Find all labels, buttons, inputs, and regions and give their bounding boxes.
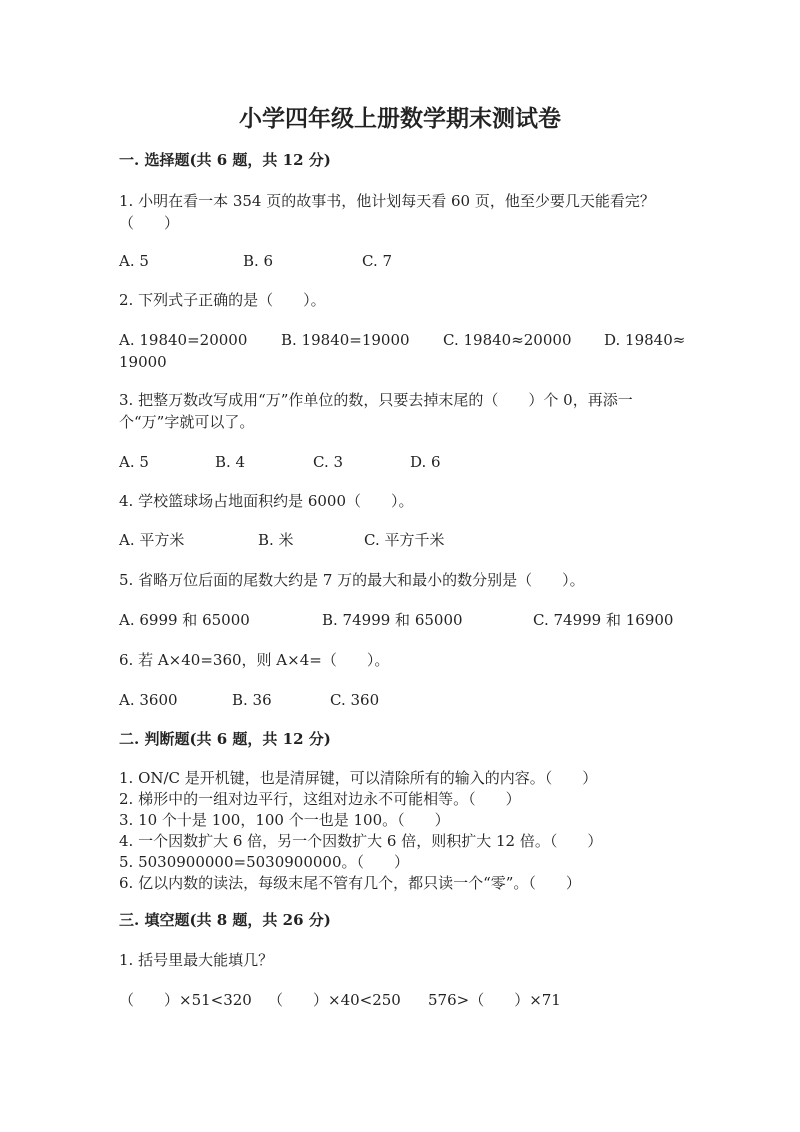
section-heading-fill-in: 三. 填空题(共 8 题，共 26 分) (119, 911, 331, 929)
question-text: 4. 学校篮球场占地面积约是 6000（ ）。 (119, 492, 414, 510)
option: C. 74999 和 16900 (533, 611, 674, 629)
option: C. 7 (362, 252, 393, 270)
option: C. 19840≈20000 (443, 331, 572, 349)
judgement-item: 2. 梯形中的一组对边平行，这组对边永不可能相等。（ ） (119, 790, 521, 808)
question-text: （ ） (119, 214, 180, 232)
fill-blank-expression: 576>（ ）×71 (428, 991, 561, 1009)
page-title: 小学四年级上册数学期末测试卷 (239, 105, 561, 132)
question-text: 6. 若 A×40=360，则 A×4=（ ）。 (119, 651, 390, 669)
section-heading-choice: 一. 选择题(共 6 题，共 12 分) (119, 151, 331, 169)
judgement-item: 3. 10 个十是 100，100 个一也是 100。（ ） (119, 811, 450, 829)
question-text: 1. 小明在看一本 354 页的故事书，他计划每天看 60 页，他至少要几天能看完？ (119, 192, 655, 210)
question-text: 3. 把整万数改写成用“万”作单位的数，只要去掉末尾的（ ）个 0，再添一 (119, 391, 633, 409)
option: B. 74999 和 65000 (322, 611, 463, 629)
judgement-item: 4. 一个因数扩大 6 倍，另一个因数扩大 6 倍，则积扩大 12 倍。（ ） (119, 832, 603, 850)
section-heading-judgement: 二. 判断题(共 6 题，共 12 分) (119, 730, 331, 748)
fill-blank-expression: （ ）×40<250 (268, 991, 401, 1009)
question-text: 1. 括号里最大能填几？ (119, 951, 274, 969)
option: 19000 (119, 353, 167, 371)
option: D. 19840≈ (604, 331, 686, 349)
option: B. 19840=19000 (281, 331, 410, 349)
question-text: 2. 下列式子正确的是（ ）。 (119, 291, 326, 309)
option: C. 平方千米 (364, 531, 445, 549)
fill-blank-expression: （ ）×51<320 (119, 991, 252, 1009)
option: A. 5 (119, 252, 149, 270)
option: B. 36 (232, 691, 272, 709)
option: B. 6 (243, 252, 274, 270)
question-text: 个“万”字就可以了。 (119, 413, 255, 431)
judgement-item: 6. 亿以内数的读法，每级末尾不管有几个，都只读一个“零”。（ ） (119, 874, 581, 892)
option: A. 平方米 (119, 531, 185, 549)
option: B. 米 (258, 531, 294, 549)
option: C. 360 (330, 691, 380, 709)
option: A. 5 (119, 453, 149, 471)
judgement-item: 5. 5030900000=5030900000。（ ） (119, 853, 410, 871)
question-text: 5. 省略万位后面的尾数大约是 7 万的最大和最小的数分别是（ ）。 (119, 571, 585, 589)
option: D. 6 (410, 453, 441, 471)
judgement-item: 1. ON/C 是开机键，也是清屏键，可以清除所有的输入的内容。（ ） (119, 769, 598, 787)
option: A. 19840=20000 (119, 331, 248, 349)
option: A. 3600 (119, 691, 178, 709)
option: C. 3 (313, 453, 344, 471)
option: B. 4 (215, 453, 246, 471)
option: A. 6999 和 65000 (119, 611, 250, 629)
